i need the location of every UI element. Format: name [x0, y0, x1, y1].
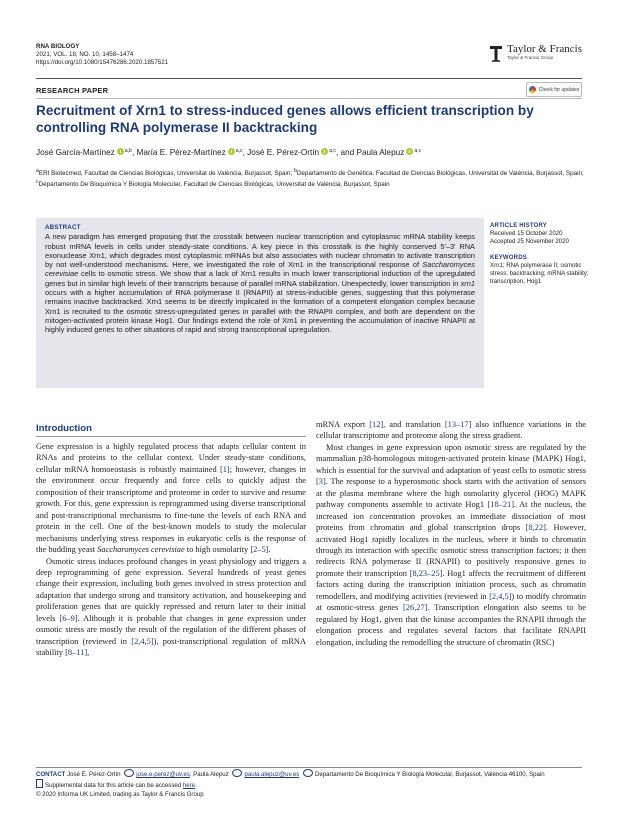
paper-type: RESEARCH PAPER — [36, 86, 109, 95]
abstract-italic: Saccharomyces cerevisiae — [45, 260, 475, 279]
affil-a: ERI Biotecmed, Facultad de Ciencias Biológicas, Universitat de València, Burjassot, Spain; — [38, 170, 294, 177]
orcid-icon[interactable] — [117, 148, 124, 155]
text: . The response to a hyperosmotic shock starts with the activation of sensors at the plasma membrane where the high osmolarity glycerol (HOG) MAPK pathway components assemble to activate Hog1 — [316, 477, 586, 510]
text: . — [268, 545, 271, 555]
email-link[interactable]: paula.alepuz@uv.es — [244, 771, 300, 778]
affil-sup: a — [36, 168, 39, 174]
citation-link[interactable]: [12] — [369, 420, 384, 429]
paper-title: Recruitment of Xrn1 to stress-induced genes allows efficient transcription by controlling RNA polymerase II backtracking — [36, 103, 534, 135]
copyright: © 2020 Informa UK Limited, trading as Taylor & Francis Group — [36, 790, 204, 798]
citation-link[interactable]: [2,4,5] — [131, 636, 154, 646]
orcid-icon[interactable] — [321, 148, 328, 155]
paragraph — [316, 442, 586, 648]
section-rule — [36, 436, 306, 437]
taylor-francis-icon — [489, 43, 503, 63]
location-icon — [303, 769, 313, 777]
affil-b: Departamento de Genética, Facultad de Ciencias Biológicas, Universitat de València, Burjassot, Spain; — [296, 170, 584, 177]
contact-line — [36, 769, 582, 779]
text: ), post-transcriptional regulation of mRNA stability — [36, 636, 307, 658]
citation-link[interactable]: [2,4,5] — [489, 591, 512, 601]
author-sep: , — [242, 148, 248, 157]
doi-link[interactable]: https://doi.org/10.1080/15476286.2020.1857521 — [36, 59, 169, 66]
orcid-icon[interactable] — [406, 148, 413, 155]
citation-link[interactable]: [26,27] — [403, 603, 428, 613]
text: also influence variations in the cellular transcriptome and proteome along the stress gradient. — [316, 420, 586, 441]
affil-sup: b — [293, 168, 297, 174]
text: . Transcription elongation also seems to be regulated by Hog1, given that the kinase accompanies the RNAPII through the elongation process and regulates several factors that facilitate RNAPII elongation, including the remodelling the structure of chromatin (RSC) — [316, 603, 586, 647]
footer-rule — [36, 767, 582, 768]
author-list — [36, 146, 596, 158]
publisher-logo — [489, 43, 582, 67]
affil-sup: c — [36, 179, 39, 186]
citation-link[interactable]: [3] — [316, 477, 326, 487]
text: to high osmolarity — [184, 545, 251, 555]
text: . Although it is probable that changes in gene expression under osmotic stress are mostly the result of the regulation of the different phases of transcription (reviewed in — [36, 613, 306, 646]
contact-name: ; Paula Alepuz — [189, 771, 229, 778]
author-sep: , and — [336, 148, 357, 157]
author-sup: a,c — [414, 148, 422, 154]
journal-meta — [36, 43, 168, 67]
paragraph — [36, 556, 306, 659]
footer — [36, 769, 582, 799]
abstract-text — [45, 222, 475, 335]
text: , and translation — [383, 420, 445, 429]
author-name[interactable]: José García-Martínez — [36, 148, 115, 157]
species-italic: Saccharomyces cerevisiae — [97, 545, 185, 555]
citation-link[interactable]: [1] — [219, 464, 230, 474]
body-column-left — [36, 441, 306, 659]
text: ) to modify chromatin at osmotic-stress genes — [316, 591, 586, 613]
citation-link[interactable]: [6–9] — [59, 613, 78, 623]
supplemental-link[interactable]: here — [182, 782, 196, 790]
citation-link[interactable]: [18–21] — [487, 500, 514, 510]
supplemental-line — [36, 779, 582, 790]
citation-link[interactable]: [8–11] — [65, 648, 88, 658]
text: mRNA export — [316, 420, 370, 429]
abstract-label: ABSTRACT — [45, 224, 81, 231]
text: Osmotic stress induces profound changes in yeast physiology and triggers a deep reprogramming of gene expression. Several hundreds of yeast genes change their expression, including both genes involved in stress protection and adaptation that undergo strong and transitory activation, and housekeeping and proliferation genes that are quickly repressed and return later to their initial levels — [36, 556, 306, 623]
text: . At the nucleus, the increased ion concentration provokes an immediate dissociation of most proteins from chromatin and global transcription drops — [316, 500, 586, 533]
document-icon — [36, 779, 43, 788]
history-label: ARTICLE HISTORY — [490, 223, 548, 229]
publisher-sub: Taylor & Francis Group — [507, 55, 554, 60]
author-name[interactable]: Paula Alepuz — [356, 148, 405, 157]
publisher-name: Taylor & Francis — [507, 43, 582, 55]
affiliations — [36, 167, 586, 189]
author-sep: , — [131, 148, 137, 157]
check-updates-label: Check for updates — [538, 86, 580, 93]
text: ; however, changes in the environment occur frequently and force cells to quickly adjust the composition of their transcriptome and proteome in order to survive and resume growth. For this, gene expression is reprogrammed using diverse transcriptional and post-transcriptional mechanisms to fine-tune the levels of each RNA and protein in the cell. One of the best-known models to study the molecular mechanisms underlying stress responses in eukaryotic cells is the response of the budding yeast — [36, 464, 306, 555]
body-column-right — [316, 419, 586, 648]
keywords-text: Xrn1; RNA polymerase II; osmotic stress; backtracking; mRNA stability; transcription; Hog1 — [490, 262, 589, 285]
abstract-part: A new paradigm has emerged proposing that the crosstalk between nuclear transcription and cytoplasmic mRNA stability keeps robust mRNA levels in cells under steady-state conditions. A key piece in this crosstalk is the highly conserved 5′–3′ RNA exonuclease Xrn1, which degrades most cytoplasmic mRNAs but also associates with nuclear chromatin to activate transcription by not well-understood mechanisms. Here, we investigated the role of Xrn1 in the transcriptional response of — [45, 232, 475, 270]
abstract-italic: xrn1 — [460, 278, 475, 288]
crossmark-icon — [529, 86, 536, 93]
journal-name: RNA BIOLOGY — [36, 43, 80, 50]
contact-label: CONTACT — [36, 771, 66, 778]
supplemental-text: . — [195, 782, 197, 790]
affil-c: Departamento De Bioquímica Y Biología Molecular, Facultad de Ciencias Biológicas, Universitat de València, Burjassot, Spain — [38, 181, 390, 189]
citation-link[interactable]: [2–5] — [250, 545, 269, 555]
citation-link[interactable]: [8,22] — [525, 523, 546, 533]
citation-link[interactable]: [13–17] — [444, 420, 472, 429]
title-rule — [36, 98, 582, 99]
paragraph — [316, 419, 586, 442]
email-icon — [124, 769, 134, 777]
article-sidebar — [490, 222, 590, 286]
text: Most changes in gene expression upon osmotic stress are regulated by the mammalian p38-homologous mitogen-activated protein kinase (MAPK) Hog1, which is essential for the survival and adaptation of yeast cells to osmotic stress — [316, 442, 586, 475]
abstract-part: cells to osmotic stress. We show that a lack of Xrn1 results in much lower transcriptional induction of the upregulated genes but in similar high levels of their transcripts because of parallel mRNA stabilization. Unexpectedly, lower transcription in — [45, 269, 475, 288]
text: . However, activated Hog1 rapidly localizes in the nucleus, where it binds to chromatin through its interaction with specific osmotic stress transcription factors; it then redirects RNA polymerase II (RNAPII) to positively responsive genes to promote their transcription — [316, 523, 587, 578]
email-icon — [232, 769, 242, 777]
abstract-part: occurs with a higher accumulation of RNA polymerase II (RNAPII) at stress-inducible genes, suggesting that this polymerase remains inactive backtracked. Xrn1 seems to be directly implicated in the formation of a competent elongation complex because Xrn1 is recruited to the osmotic stress-upregulated genes in parallel with the RNAPII complex, and both are dependent on the mitogen-activated protein kinase Hog1. Our findings extend the role of Xrn1 in preventing the accumulation of inactive RNAPII at highly induced genes to other situations of rapid and strong transcriptional upregulation. — [45, 288, 475, 335]
author-name[interactable]: María E. Pérez-Martínez — [136, 148, 226, 157]
citation-link[interactable]: [8,23–25] — [409, 568, 443, 578]
author-sup: a,c — [235, 148, 243, 154]
email-link[interactable]: jose.e.perez@uv.es — [136, 771, 190, 778]
text: , — [87, 648, 90, 658]
journal-volume: 2021, VOL. 18, NO. 10, 1458–1474 — [36, 51, 134, 58]
author-sup: a,c — [329, 148, 336, 154]
accepted-date: Accepted 25 November 2020 — [490, 238, 569, 245]
contact-address: Departamento De Bioquímica Y Biología Molecular, Burjassot, València 46100, Spain — [315, 771, 545, 778]
orcid-icon[interactable] — [228, 148, 235, 155]
text: Gene expression is a highly regulated process that adapts cellular content in RNAs and proteins to the cellular context. Under steady-state conditions, cellular mRNA homoeostasis is robustly maintained — [36, 442, 306, 474]
check-updates-button[interactable] — [526, 82, 582, 97]
section-heading: Introduction — [36, 423, 92, 434]
supplemental-text: Supplemental data for this article can be accessed — [45, 782, 183, 790]
keywords-label: KEYWORDS — [490, 255, 527, 261]
paragraph — [36, 441, 306, 556]
received-date: Received 15 October 2020 — [490, 230, 563, 237]
contact-name: José E. Pérez-Ortín — [67, 771, 121, 778]
author-name[interactable]: José E. Pérez-Ortín — [247, 148, 320, 157]
text: . Hog1 affects the recruitment of different factors acting during the transcription initiation process, such as chromatin remodellers, and modifying activities (reviewed in — [316, 568, 586, 601]
header-rule — [36, 78, 582, 79]
author-sup: a,b — [124, 148, 132, 154]
